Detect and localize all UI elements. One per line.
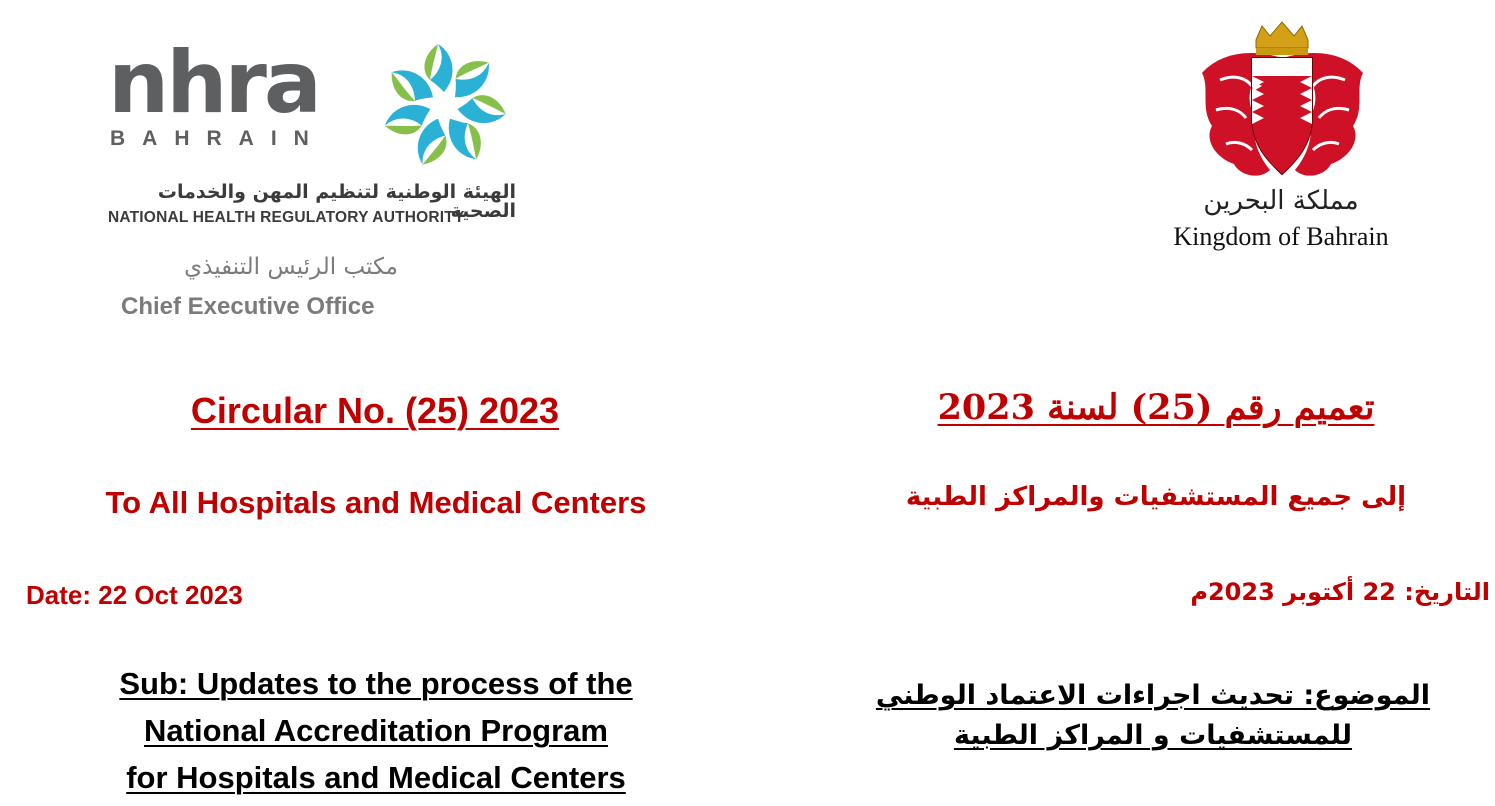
kingdom-name-english: Kingdom of Bahrain	[1173, 222, 1389, 251]
subject-arabic	[868, 676, 1438, 756]
office-name-english: Chief Executive Office	[121, 293, 375, 320]
nhra-flower-icon	[362, 30, 522, 180]
subject-arabic-line: الموضوع: تحديث اجراءات الاعتماد الوطني	[875, 680, 1431, 711]
date-english: Date: 22 Oct 2023	[26, 580, 243, 610]
circular-title-english-text: Circular No. (25) 2023	[190, 390, 560, 431]
circular-title-english	[0, 390, 750, 431]
subject-english-line: for Hospitals and Medical Centers	[126, 760, 626, 795]
subject-english-line: Sub: Updates to the process of the	[119, 666, 633, 701]
nhra-name-arabic: الهيئة الوطنية لتنظيم المهن والخدمات الصحية	[157, 181, 516, 222]
office-name-arabic: مكتب الرئيس التنفيذي	[184, 254, 398, 280]
nhra-logo-country: BAHRAIN	[110, 127, 326, 150]
circular-title-arabic-text: تعميم رقم (25) لسنة 2023	[937, 387, 1375, 428]
kingdom-name-arabic: مملكة البحرين	[1203, 186, 1359, 216]
subject-english	[96, 660, 656, 801]
subject-english-line: National Accreditation Program	[144, 713, 608, 748]
nhra-name-english: NATIONAL HEALTH REGULATORY AUTHORITY	[108, 209, 465, 226]
date-arabic: التاريخ: 22 أكتوبر 2023م	[1190, 578, 1490, 606]
bahrain-coat-of-arms-icon	[1190, 18, 1375, 188]
circular-title-arabic	[900, 388, 1412, 428]
nhra-logo-word: nhra	[108, 33, 319, 133]
recipients-english: To All Hospitals and Medical Centers	[105, 485, 647, 520]
recipients-arabic: إلى جميع المستشفيات والمراكز الطبية	[905, 482, 1407, 512]
subject-arabic-line: للمستشفيات و المراكز الطبية	[953, 720, 1353, 751]
